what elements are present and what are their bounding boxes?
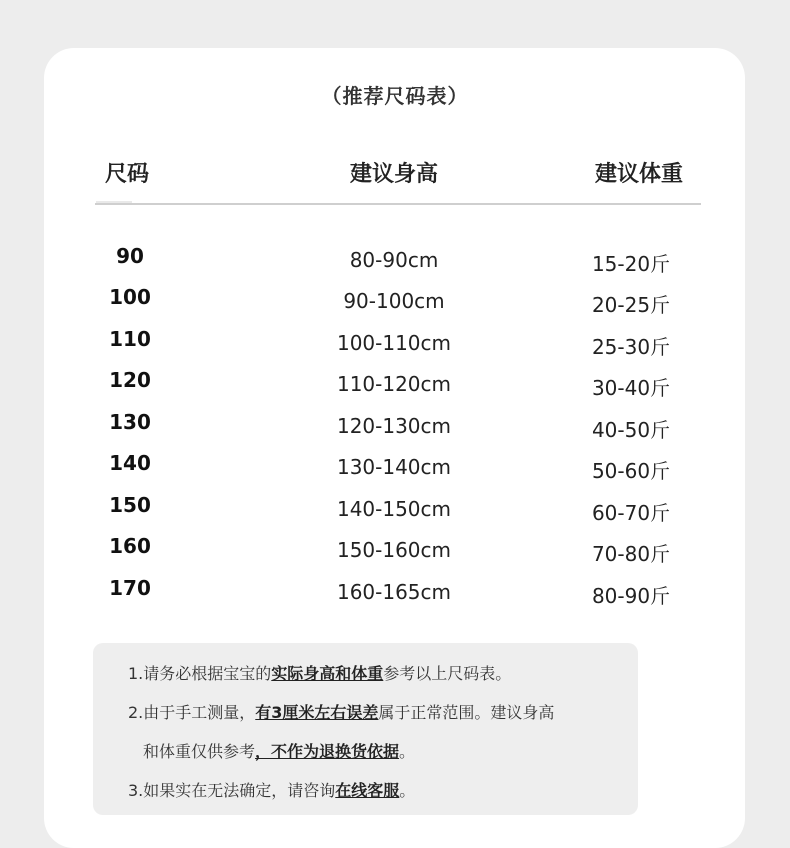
- size-cell: 150: [109, 493, 151, 517]
- size-cell: 160: [109, 534, 151, 558]
- weight-cell: 40-50斤: [591, 418, 671, 442]
- weight-cell: 15-20斤: [591, 252, 671, 276]
- height-cell: 130-140cm: [336, 455, 452, 479]
- weight-cell: 30-40斤: [591, 376, 671, 400]
- weight-cell: 50-60斤: [591, 459, 671, 483]
- size-cell: 170: [109, 576, 151, 600]
- table-row: [0, 285, 790, 315]
- note-2: [128, 700, 554, 723]
- header-divider: [95, 203, 701, 205]
- note-1-text-end: 参考以上尺码表。: [383, 664, 512, 683]
- header-weight: 建议体重: [595, 162, 684, 187]
- note-2b-emphasis: ，不作为退换货依据: [255, 742, 400, 761]
- size-cell: 130: [109, 410, 151, 434]
- table-row: [0, 368, 790, 398]
- note-3-text: 3.如果实在无法确定，请咨询: [128, 781, 336, 800]
- table-row: [0, 493, 790, 523]
- table-row: [0, 451, 790, 481]
- size-cell: 90: [116, 244, 144, 268]
- page-title: （推荐尺码表）: [321, 84, 469, 108]
- note-3: [128, 778, 415, 801]
- weight-cell: 60-70斤: [591, 501, 671, 525]
- weight-cell: 70-80斤: [591, 542, 671, 566]
- header-size: 尺码: [105, 162, 150, 187]
- note-3-text-end: 。: [399, 781, 416, 800]
- height-cell: 80-90cm: [349, 248, 439, 272]
- table-row: [0, 410, 790, 440]
- height-cell: 110-120cm: [336, 372, 452, 396]
- size-cell: 140: [109, 451, 151, 475]
- table-row: [0, 534, 790, 564]
- size-cell: 100: [109, 285, 151, 309]
- height-cell: 160-165cm: [336, 580, 452, 604]
- size-cell: 120: [109, 368, 151, 392]
- note-1: [128, 661, 511, 684]
- height-cell: 120-130cm: [336, 414, 452, 438]
- table-row: [0, 244, 790, 274]
- note-2-emphasis: 有3厘米左右误差: [255, 703, 379, 722]
- weight-cell: 80-90斤: [591, 584, 671, 608]
- weight-cell: 20-25斤: [591, 293, 671, 317]
- online-service-link: 在线客服: [335, 781, 400, 800]
- table-row: [0, 576, 790, 606]
- size-cell: 110: [109, 327, 151, 351]
- note-2b-text-end: 。: [399, 742, 416, 761]
- note-2-continued: [143, 739, 415, 762]
- note-1-emphasis: 实际身高和体重: [271, 664, 384, 683]
- table-row: [0, 327, 790, 357]
- note-2-text: 2.由于手工测量，: [128, 703, 256, 722]
- height-cell: 90-100cm: [343, 289, 445, 313]
- note-1-text: 1.请务必根据宝宝的: [128, 664, 272, 683]
- weight-cell: 25-30斤: [591, 335, 671, 359]
- height-cell: 100-110cm: [336, 331, 452, 355]
- height-cell: 150-160cm: [336, 538, 452, 562]
- height-cell: 140-150cm: [336, 497, 452, 521]
- note-2-text-end: 属于正常范围。建议身高: [378, 703, 555, 722]
- note-2b-text: 和体重仅供参考: [143, 742, 256, 761]
- header-height: 建议身高: [350, 162, 439, 187]
